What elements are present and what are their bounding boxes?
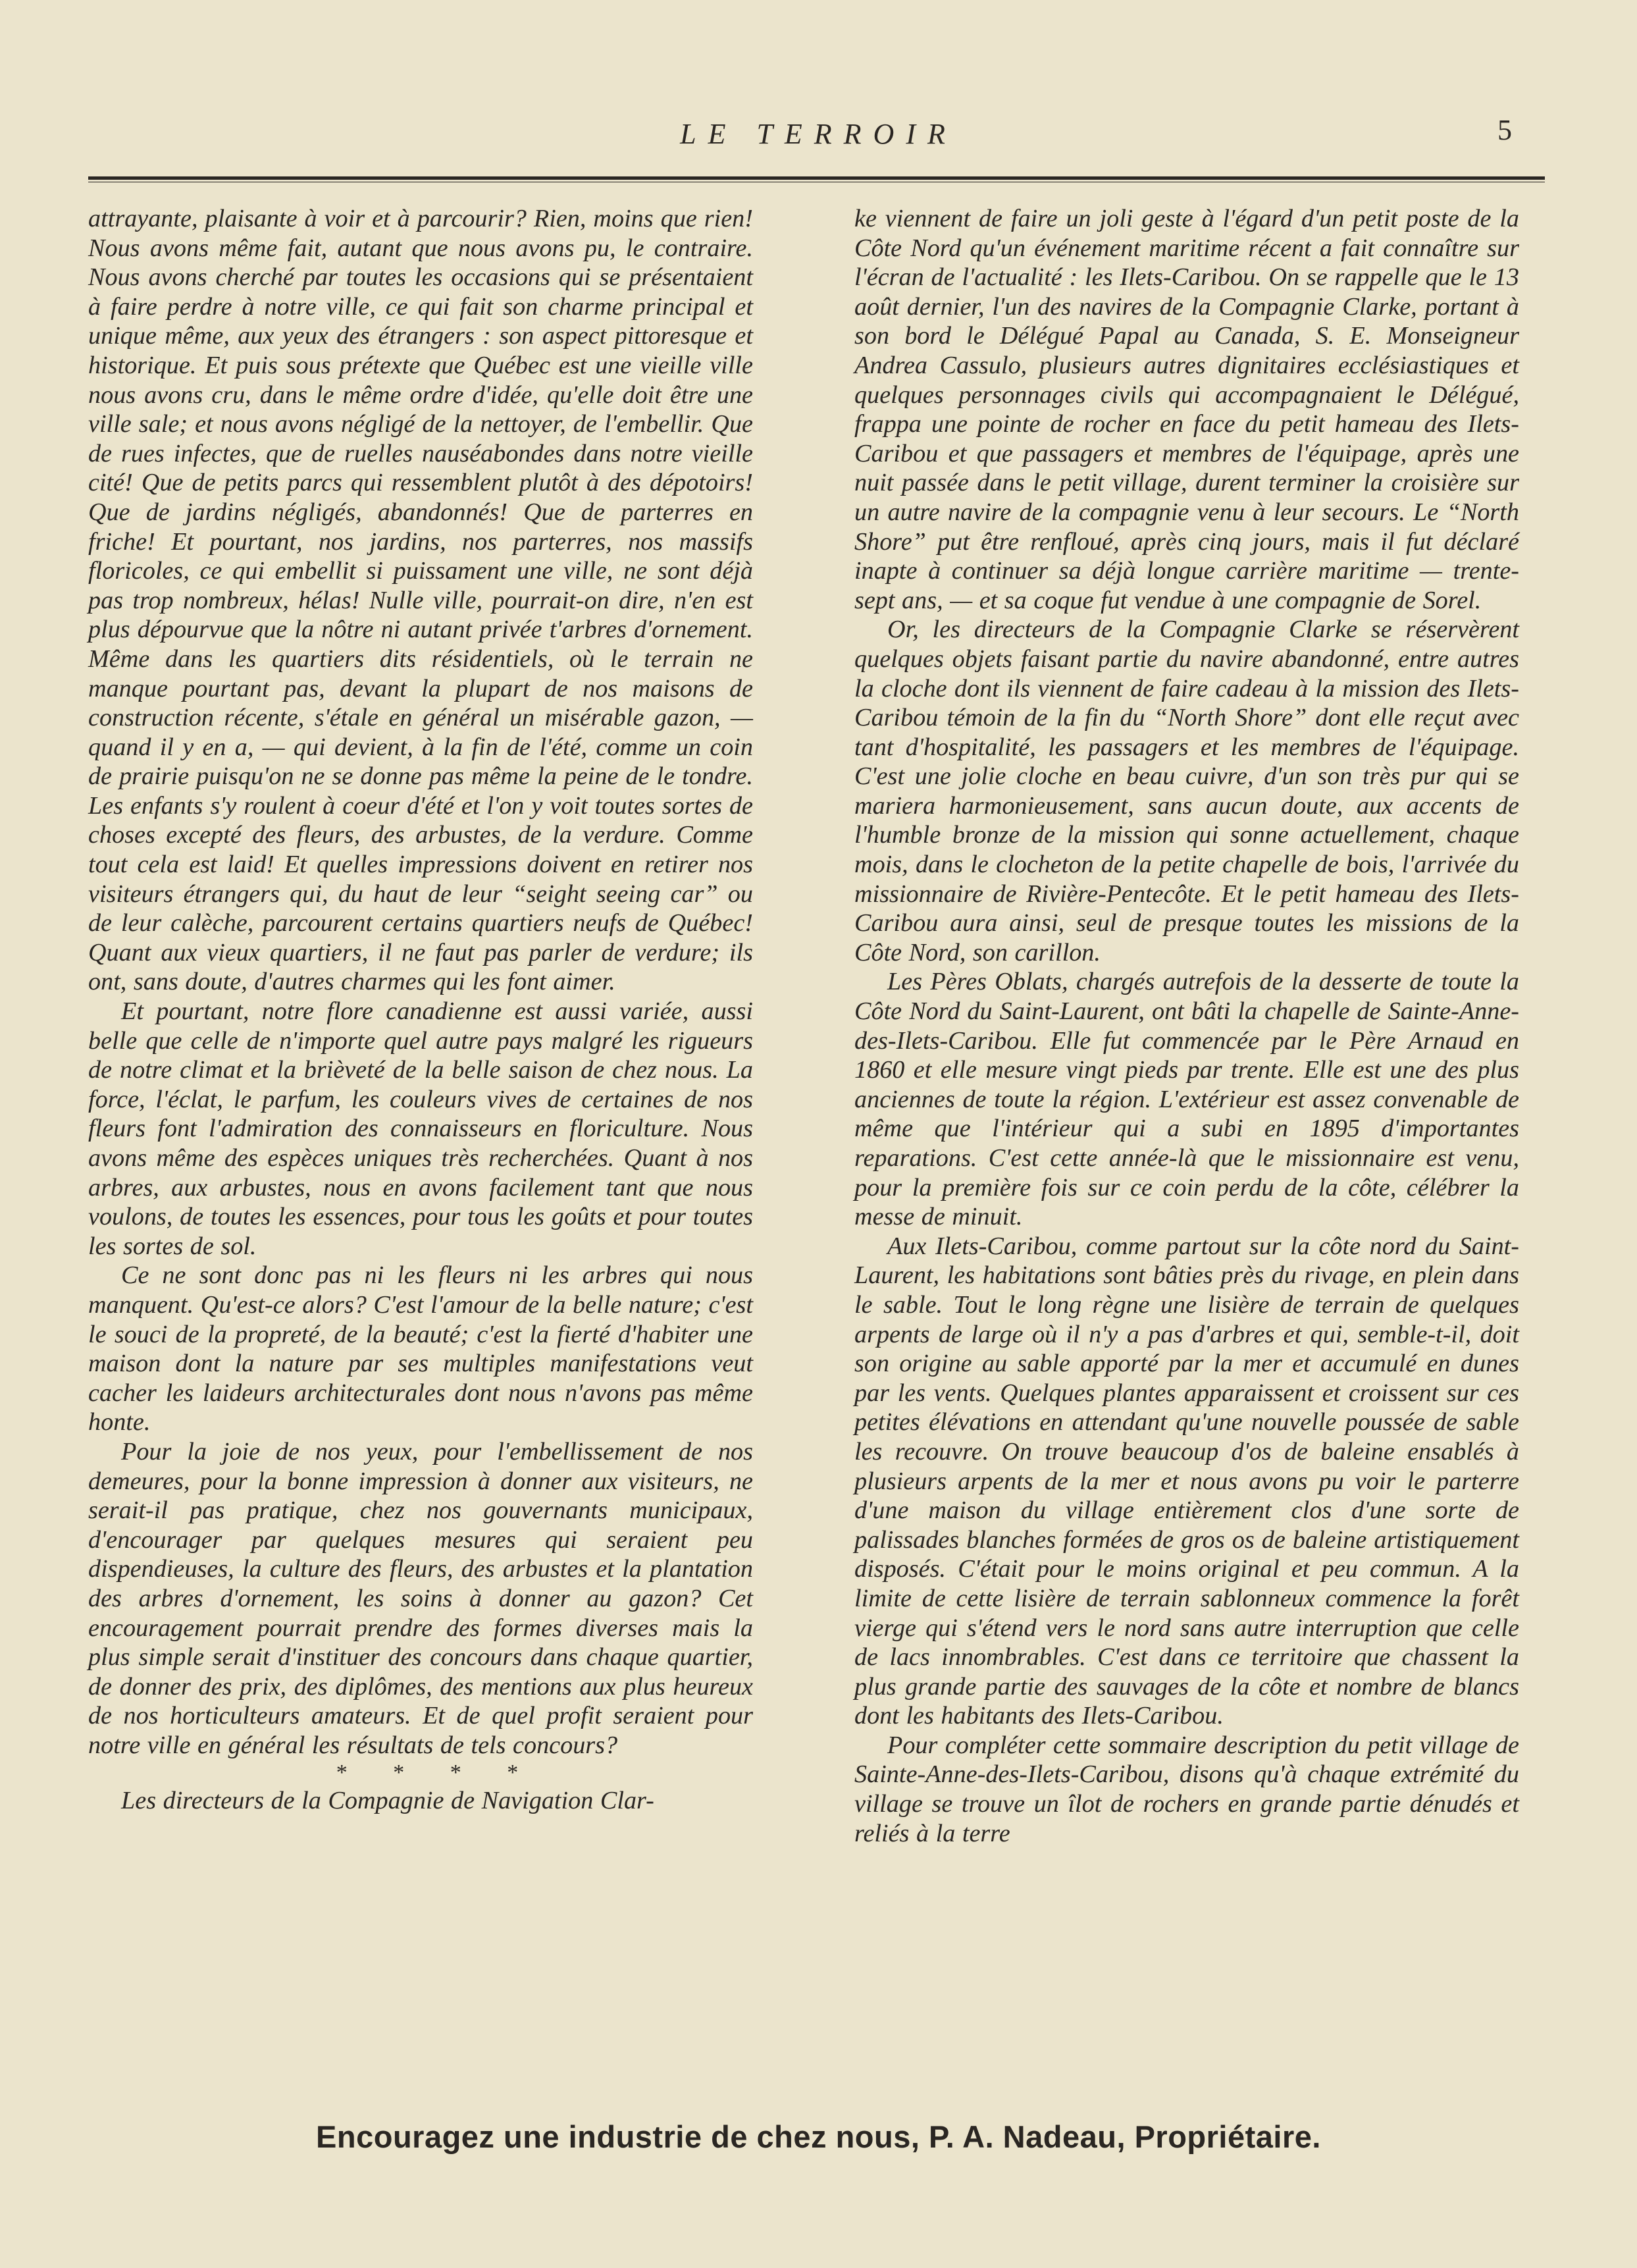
right-column xyxy=(854,204,1519,1848)
paragraph: Les Pères Oblats, chargés autrefois de la desserte de toute la Côte Nord du Saint-Laurent, ont bâti la chapelle de Sainte-Anne-des-Ilets-Caribou. Elle fut commencée par le Père Arnaud en 1860 et elle mesure vingt pieds par trente. Elle est une des plus anciennes de toute la région. L'extérieur est assez convenable de même que l'intérieur qui a subi en 1895 d'importantes reparations. C'est cette année-là que le missionnaire est venu, pour la première fois sur ce coin perdu de la côte, célébrer la messe de minuit. xyxy=(854,968,1519,1231)
page-number: 5 xyxy=(1497,114,1512,146)
paragraph: Pour la joie de nos yeux, pour l'embellissement de nos demeures, pour la bonne impression à donner aux visiteurs, ne serait-il pas pratique, chez nos gouvernants municipaux, d'encourager par quelques mesures qui seraient peu dispendieuses, la culture des fleurs, des arbustes et la plantation des arbres d'ornement, les soins à donner au gazon? Cet encouragement pourrait prendre des formes diverses mais la plus simple serait d'instituer des concours dans chaque quartier, de donner des prix, des diplômes, des mentions aux plus heureux de nos horticulteurs amateurs. Et de quel profit seraient pour notre ville en général les résultats de tels concours? xyxy=(88,1437,753,1759)
paragraph: Or, les directeurs de la Compagnie Clarke se réservèrent quelques objets faisant partie du navire abandonné, entre autres la cloche dont ils viennent de faire cadeau à la mission des Ilets-Caribou témoin de la fin du “North Shore” dont elle reçut avec tant d'hospitalité, les passagers et les membres de l'équipage. C'est une jolie cloche en beau cuivre, d'un son très pur qui se mariera harmonieusement, sans aucun doute, aux accents de l'humble bronze de la mission qui sonne actuellement, chaque mois, dans le clocheton de la petite chapelle de bois, l'arrivée du missionnaire de Rivière-Pentecôte. Et le petit hameau des Ilets-Caribou aura ainsi, seul de presque toutes les missions de la Côte Nord, son carillon. xyxy=(854,616,1519,966)
paragraph: Les directeurs de la Compagnie de Navigation Clar- xyxy=(121,1787,654,1815)
paragraph: Aux Ilets-Caribou, comme partout sur la côte nord du Saint-Laurent, les habitations sont bâties près du rivage, en plein dans le sable. Tout le long règne une lisière de terrain de quelques arpents de large où il n'y a pas d'arbres et qui, semble-t-il, doit son origine au sable apporté par la mer et accumulé en dunes par les vents. Quelques plantes apparaissent et croissent sur ces petites élévations en attendant qu'une nouvelle poussée de sable les recouvre. On trouve beaucoup d'os de baleine ensablés à plusieurs arpents de la mer et nous avons pu voir le parterre d'une maison du village entièrement clos d'une sorte de palissades blanches formées de gros os de baleine artistiquement disposés. C'était pour le moins original et peu commun. A la limite de cette lisière de terrain sablonneux commence la forêt vierge qui s'étend vers le nord sans autre interruption que celle de lacs innombrables. C'est dans ce territoire que chassent la plus grande partie des sauvages de la côte et nombre de blancs dont les habitants des Ilets-Caribou. xyxy=(854,1232,1519,1730)
paragraph: Et pourtant, notre flore canadienne est aussi variée, aussi belle que celle de n'importe quel autre pays malgré les rigueurs de notre climat et la brièveté de la belle saison de chez nous. La force, l'éclat, le parfum, les couleurs vives de certaines de nos fleurs font l'admiration des connaisseurs en floriculture. Nous avons même des espèces uniques très recherchées. Quant à nos arbres, aux arbustes, nous en avons facilement tant que nous voulons, de toutes les essences, pour tous les goûts et pour toutes les sortes de sol. xyxy=(88,997,753,1260)
section-separator: * * * * xyxy=(336,1760,538,1785)
paragraph: attrayante, plaisante à voir et à parcourir? Rien, moins que rien! Nous avons même fait, autant que nous avons pu, le contraire. Nous avons cherché par toutes les occasions qui se présentaient à faire perdre à notre ville, ce qui fait son charme principal et unique même, aux yeux des étrangers : son aspect pittoresque et historique. Et puis sous prétexte que Québec est une vieille ville nous avons cru, dans le même ordre d'idée, qu'elle doit être une ville sale; et nous avons négligé de la nettoyer, de l'embellir. Que de rues infectes, que de ruelles nauséabondes dans notre vieille cité! Que de petits parcs qui ressemblent plutôt à des dépotoirs! Que de jardins négligés, abandonnés! Que de parterres en friche! Et pourtant, nos jardins, nos parterres, nos massifs floricoles, ce qui embellit si puissament une ville, ne sont déjà pas trop nombreux, hélas! Nulle ville, pourrait-on dire, n'en est plus dépourvue que la nôtre ni autant privée t'arbres d'ornement. Même dans les quartiers dits résidentiels, où le terrain ne manque pourtant pas, devant la plupart de nos maisons de construction récente, s'étale en général un misérable gazon, — quand il y en a, — qui devient, à la fin de l'été, comme un coin de prairie puisqu'on ne se donne pas même la peine de le tondre. Les enfants s'y roulent à coeur d'été et l'on y voit toutes sortes de choses excepté des fleurs, des arbustes, de la verdure. Comme tout cela est laid! Et quelles impressions doivent en retirer nos visiteurs étrangers qui, du haut de leur “seight seeing car” ou de leur calèche, parcourent certains quartiers neufs de Québec! Quant aux vieux quartiers, il ne faut pas parler de verdure; ils ont, sans doute, d'autres charmes qui les font aimer. xyxy=(88,205,753,996)
paragraph: ke viennent de faire un joli geste à l'égard d'un petit poste de la Côte Nord qu'un événement maritime récent a fait connaître sur l'écran de l'actualité : les Ilets-Caribou. On se rappelle que le 13 août dernier, l'un des navires de la Compagnie Clarke, portant à son bord le Délégué Papal au Canada, S. E. Monseigneur Andrea Cassulo, plusieurs autres dignitaires ecclésiastiques et quelques personnages civils qui accompagnaient le Délégué, frappa une pointe de rocher en face du petit hameau des Ilets-Caribou et que passagers et membres de l'équipage, après une nuit passée dans le petit village, durent terminer la croisière sur un autre navire de la compagnie venu à leur secours. Le “North Shore” put être renfloué, après cinq jours, mais il fut déclaré inapte à continuer sa déjà longue carrière maritime — trente-sept ans, — et sa coque fut vendue à une compagnie de Sorel. xyxy=(854,205,1519,614)
paragraph: Ce ne sont donc pas ni les fleurs ni les arbres qui nous manquent. Qu'est-ce alors? C'est l'amour de la belle nature; c'est le souci de la propreté, de la beauté; c'est la fierté d'habiter une maison dont la nature par ses multiples manifestations veut cacher les laideurs architecturales dont nous n'avons pas même honte. xyxy=(88,1261,753,1437)
paragraph: Pour compléter cette sommaire description du petit village de Sainte-Anne-des-Ilets-Caribou, disons qu'à chaque extrémité du village se trouve un îlot de rochers en grande partie dénudés et reliés à la terre xyxy=(854,1731,1519,1847)
footer-advertisement: Encouragez une industrie de chez nous, P. A. Nadeau, Propriétaire. xyxy=(316,2119,1321,2154)
header-rule xyxy=(88,176,1545,182)
left-column xyxy=(88,204,753,1816)
running-title: LE TERROIR xyxy=(680,118,957,150)
